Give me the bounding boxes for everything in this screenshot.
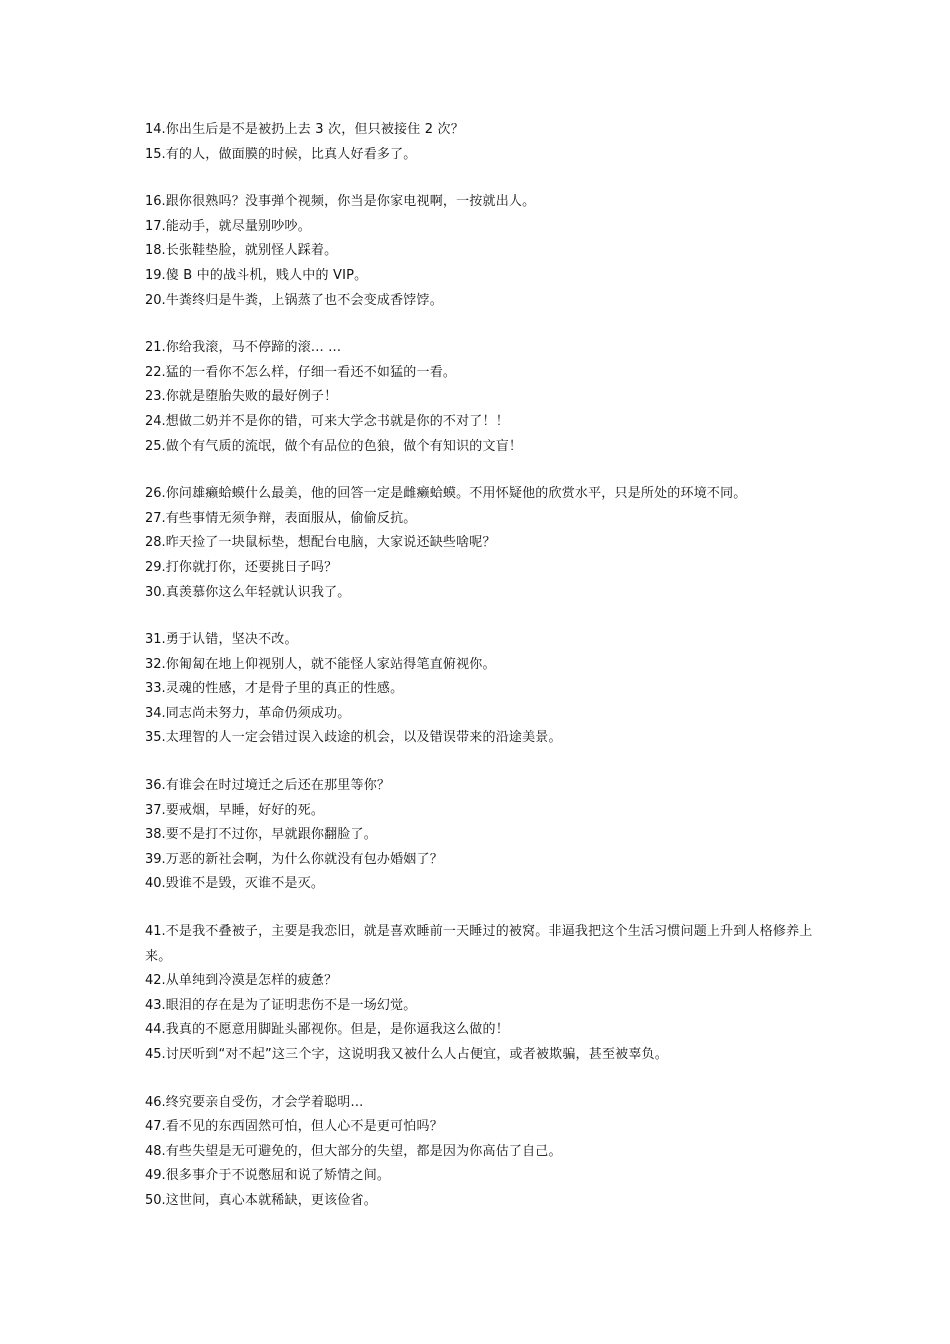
line-number: 44. [145, 1022, 166, 1038]
text-line [145, 482, 815, 507]
line-number: 14. [145, 122, 166, 137]
line-number: 42. [145, 973, 166, 989]
text-line [145, 677, 815, 702]
line-text: 要不是打不过你，早就跟你翻脸了。 [165, 827, 377, 843]
line-number: 18. [145, 243, 166, 259]
line-number: 25. [145, 438, 166, 454]
line-number: 45. [145, 1047, 166, 1062]
text-line [145, 143, 815, 168]
text-line [145, 726, 815, 751]
text-line [145, 1140, 815, 1165]
line-number: 49. [145, 1168, 166, 1184]
line-text: 不是我不叠被子，主要是我恋旧，就是喜欢睡前一天睡过的被窝。非逼我把这个生活习惯问题上升到人格修养上来。 [145, 924, 813, 964]
text-line [145, 1043, 815, 1068]
text-line [145, 1091, 815, 1116]
text-line [145, 702, 815, 727]
text-line [145, 410, 815, 435]
line-text: 你匍匐在地上仰视别人，就不能怪人家站得笔直俯视你。 [165, 656, 496, 672]
line-number: 16. [145, 194, 166, 210]
paragraph-group [145, 336, 815, 459]
text-line [145, 823, 815, 848]
text-line [145, 435, 815, 460]
line-text: 万恶的新社会啊，为什么你就没有包办婚姻了？ [165, 851, 443, 867]
line-number: 23. [145, 389, 166, 405]
line-text: 要戒烟，早睡，好好的死。 [165, 802, 325, 818]
text-line [145, 336, 815, 361]
line-text: 傻 B 中的战斗机，贱人中的 VIP。 [165, 267, 368, 283]
line-text: 勇于认错，坚决不改。 [165, 632, 298, 648]
line-number: 35. [145, 730, 166, 746]
line-number: 36. [145, 778, 166, 794]
line-number: 22. [145, 364, 166, 380]
line-number: 33. [145, 681, 166, 697]
line-number: 24. [145, 413, 166, 429]
text-line [145, 799, 815, 824]
line-text: 毁谁不是毁，灭谁不是灭。 [165, 876, 325, 892]
line-number: 50. [145, 1192, 166, 1208]
line-text: 有些事情无须争辩，表面服从，偷偷反抗。 [165, 510, 417, 526]
line-text: 讨厌听到“对不起”这三个字，这说明我又被什么人占便宜，或者被欺骗，甚至被辜负。 [165, 1047, 668, 1062]
text-line [145, 239, 815, 264]
line-number: 26. [145, 486, 166, 502]
line-text: 打你就打你，还要挑日子吗？ [165, 559, 338, 575]
text-line [145, 581, 815, 606]
text-line [145, 118, 815, 143]
paragraph-group [145, 628, 815, 751]
paragraph-group [145, 1091, 815, 1214]
text-line [145, 556, 815, 581]
line-number: 48. [145, 1143, 166, 1159]
line-text: 很多事介于不说憋屈和说了矫情之间。 [165, 1168, 391, 1184]
text-line [145, 994, 815, 1019]
text-line [145, 1018, 815, 1043]
line-text: 跟你很熟吗？没事弹个视频，你当是你家电视啊，一按就出人。 [165, 194, 536, 210]
paragraph-group [145, 920, 815, 1068]
text-line [145, 507, 815, 532]
line-text: 眼泪的存在是为了证明悲伤不是一场幻觉。 [165, 997, 417, 1013]
line-number: 30. [145, 584, 166, 600]
text-line [145, 531, 815, 556]
text-line [145, 264, 815, 289]
text-line [145, 361, 815, 386]
line-number: 38. [145, 827, 166, 843]
line-text: 你就是堕胎失败的最好例子！ [165, 389, 338, 405]
text-line [145, 653, 815, 678]
line-text: 你问雄癞蛤蟆什么最美，他的回答一定是雌癞蛤蟆。不用怀疑他的欣赏水平，只是所处的环境不同。 [165, 486, 747, 502]
text-line [145, 1164, 815, 1189]
line-number: 27. [145, 510, 166, 526]
text-line [145, 289, 815, 314]
document-body [145, 118, 815, 1237]
line-number: 21. [145, 340, 166, 356]
line-number: 47. [145, 1119, 166, 1135]
line-text: 看不见的东西固然可怕，但人心不是更可怕吗？ [165, 1119, 443, 1135]
paragraph-group [145, 190, 815, 313]
text-line [145, 190, 815, 215]
line-number: 28. [145, 535, 166, 551]
text-line [145, 628, 815, 653]
line-text: 牛粪终归是牛粪，上锅蒸了也不会变成香饽饽。 [165, 292, 443, 308]
text-line [145, 215, 815, 240]
line-text: 有些失望是无可避免的，但大部分的失望，都是因为你高估了自己。 [165, 1143, 562, 1159]
line-text: 你给我滚，马不停蹄的滚... ... [165, 340, 342, 356]
line-number: 29. [145, 559, 166, 575]
line-number: 17. [145, 218, 166, 234]
line-text: 灵魂的性感，才是骨子里的真正的性感。 [165, 681, 404, 697]
text-line [145, 1115, 815, 1140]
text-line [145, 969, 815, 994]
line-text: 有的人，做面膜的时候，比真人好看多了。 [165, 146, 417, 162]
line-number: 37. [145, 802, 166, 818]
line-text: 这世间，真心本就稀缺，更该俭省。 [165, 1192, 377, 1208]
paragraph-group [145, 774, 815, 897]
line-number: 15. [145, 146, 166, 162]
text-line [145, 848, 815, 873]
text-line [145, 385, 815, 410]
line-number: 32. [145, 656, 166, 672]
line-number: 43. [145, 997, 166, 1013]
line-number: 19. [145, 267, 166, 283]
line-number: 31. [145, 632, 166, 648]
line-text: 长张鞋垫脸，就别怪人踩着。 [165, 243, 338, 259]
line-text: 能动手，就尽量别吵吵。 [165, 218, 311, 234]
line-text: 终究要亲自受伤，才会学着聪明... [165, 1094, 364, 1110]
line-text: 从单纯到冷漠是怎样的疲惫？ [165, 973, 338, 989]
line-text: 昨天捡了一块鼠标垫，想配台电脑，大家说还缺些啥呢？ [165, 535, 496, 551]
text-line [145, 1189, 815, 1214]
line-text: 有谁会在时过境迁之后还在那里等你？ [165, 778, 391, 794]
line-text: 真羡慕你这么年轻就认识我了。 [165, 584, 351, 600]
line-number: 40. [145, 876, 166, 892]
line-text: 同志尚未努力，革命仍须成功。 [165, 705, 351, 721]
line-number: 39. [145, 851, 166, 867]
line-text: 想做二奶并不是你的错，可来大学念书就是你的不对了！！ [165, 413, 509, 429]
text-line [145, 774, 815, 799]
line-text: 猛的一看你不怎么样，仔细一看还不如猛的一看。 [165, 364, 457, 380]
text-line [145, 872, 815, 897]
line-text: 太理智的人一定会错过误入歧途的机会，以及错误带来的沿途美景。 [165, 730, 562, 746]
paragraph-group [145, 118, 815, 167]
line-text: 做个有气质的流氓，做个有品位的色狼，做个有知识的文盲！ [165, 438, 523, 454]
line-number: 34. [145, 705, 166, 721]
line-number: 41. [145, 924, 166, 940]
line-number: 20. [145, 292, 166, 308]
text-line [145, 920, 815, 969]
line-text: 我真的不愿意用脚趾头鄙视你。但是，是你逼我这么做的！ [165, 1022, 509, 1038]
paragraph-group [145, 482, 815, 605]
line-text: 你出生后是不是被扔上去 3 次，但只被接住 2 次？ [165, 122, 464, 137]
line-number: 46. [145, 1094, 166, 1110]
